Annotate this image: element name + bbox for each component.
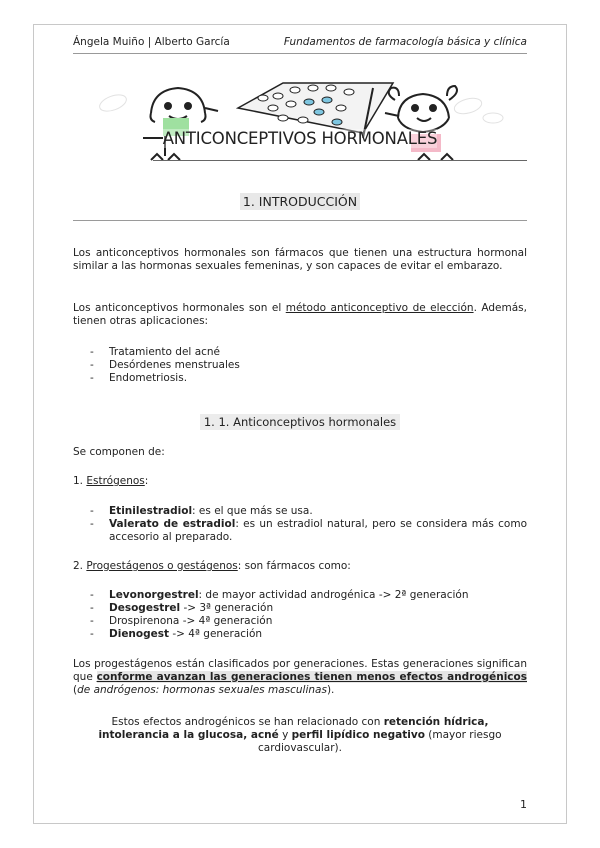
header-course: Fundamentos de farmacología básica y clínica [283,36,527,48]
title-divider [153,160,527,161]
header-authors: Ángela Muiño | Alberto García [73,36,230,48]
applications-list [73,346,527,385]
title-banner [73,78,527,168]
generations-paragraph: Los progestágenos están clasificados por generaciones. Estas generaciones significan que conforme avanzan las generaciones tienen menos efectos androgénicos (de andrógenos: hormonas sexuales masculinas). [73,658,527,696]
list-item: - Levonorgestrel: de mayor actividad androgénica -> 2ª generación [73,589,527,602]
intro-paragraph: Los anticonceptivos hormonales son fármacos que tienen una estructura hormonal similar a las hormonas sexuales femeninas, y son capaces de evitar el embarazo. [73,247,527,272]
section-heading-introduccion: 1. INTRODUCCIÓN [0,194,600,209]
estrogens-list [73,505,527,544]
right-character-icon [385,86,457,132]
compose-intro: Se componen de: [73,446,165,458]
list-item: - Dienogest -> 4ª generación [73,628,527,641]
page-number: 1 [520,798,527,811]
estrogens-heading: 1. Estrógenos: [73,475,149,487]
androgenic-effects-note: Estos efectos androgénicos se han relacionado con retención hídrica, intolerancia a la glucosa, acné y perfil lipídico negativo (mayor riesgo cardiovascular). [98,716,502,754]
list-item: - Valerato de estradiol: es un estradiol natural, pero se considera más como accesorio al preparado. [73,518,527,544]
document-title: ANTICONCEPTIVOS HORMONALES [162,129,438,148]
banner-illustration [73,78,527,168]
progestagens-list [73,589,527,641]
list-item: - Desórdenes menstruales [73,359,527,372]
list-item: - Drospirenona -> 4ª generación [73,615,527,628]
page-header [73,36,527,52]
list-item: - Desogestrel -> 3ª generación [73,602,527,615]
fewer-androgenic-effects-text: conforme avanzan las generaciones tienen menos efectos androgénicos [96,671,527,683]
method-of-choice-text: método anticonceptivo de elección [285,302,474,314]
list-item: - Etinilestradiol: es el que más se usa. [73,505,527,518]
subsection-heading: 1. 1. Anticonceptivos hormonales [0,415,600,429]
list-item: - Tratamiento del acné [73,346,527,359]
header-divider [73,53,527,54]
election-paragraph: Los anticonceptivos hormonales son el método anticonceptivo de elección. Además, tienen otras aplicaciones: [73,302,527,327]
list-item: - Endometriosis. [73,372,527,385]
progestagens-heading: 2. Progestágenos o gestágenos: son fármacos como: [73,560,351,572]
section-divider [73,220,527,221]
